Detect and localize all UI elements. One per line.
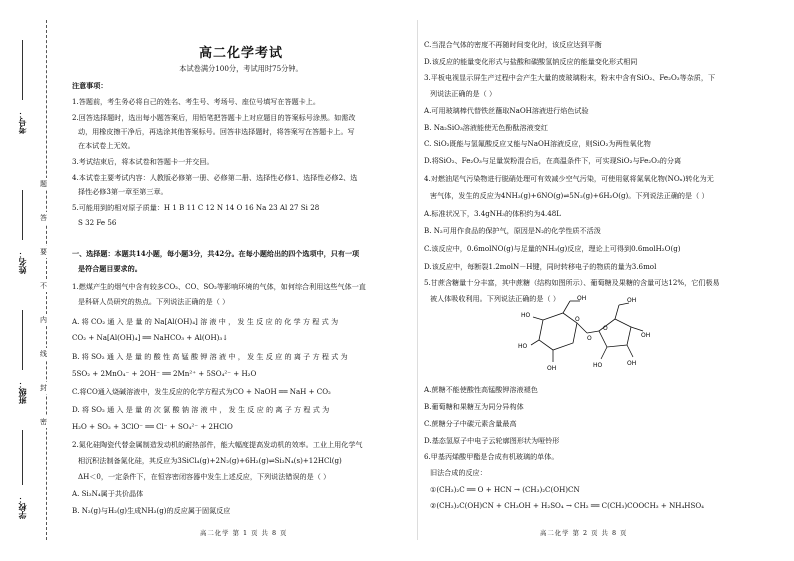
- option-line: D.基态氢原子中电子云轮廓图形状为哑铃形: [424, 436, 560, 445]
- option-line: C.将CO通入烧碱溶液中，发生反应的化学方程式为CO + NaOH ══ NaH + CO₂: [72, 387, 331, 396]
- exam-number-line: [22, 40, 23, 100]
- seal-char: 密: [40, 418, 47, 426]
- mol-label: OH: [641, 332, 651, 339]
- equation-line: ①(CH₃)₂C ══ O + HCN → (CH₃)₂C(OH)CN: [430, 485, 580, 494]
- seal-char: 线: [40, 350, 47, 358]
- notes-heading: 注意事项：: [72, 81, 108, 90]
- name-field: 姓名：: [17, 250, 27, 274]
- seal-char: 内: [40, 316, 47, 324]
- option-line: D. 将 SO₂ 通 入 是 量 的 次 氯 酸 钠 溶 液 中 ， 发 生 反 应 的 离 子 方 程 式 为: [72, 405, 330, 414]
- school-field: 学校：: [17, 495, 27, 519]
- binding-strip: [0, 0, 58, 561]
- page-footer-left: 高二化学 第 1 页 共 8 页: [200, 529, 288, 537]
- mol-label: OH: [627, 360, 637, 367]
- option-line: A.可用玻璃棒代替铁丝蘸取NaOH溶液进行焰色试验: [424, 106, 589, 115]
- option-line: D.该反应的能量变化形式与盐酸和碳酸氢钠反应的能量变化形式相同: [424, 57, 638, 66]
- question-line: 6.甲基丙烯酸甲酯是合成有机玻璃的单体。: [424, 452, 559, 461]
- question-line: 是科研人员研究的热点。下列说法正确的是（ ）: [78, 297, 230, 306]
- question-line: 被人体吸收利用。下列说法正确的是（ ）: [430, 294, 560, 303]
- school-line: [22, 430, 23, 485]
- question-line: 旧法合成的反应：: [430, 468, 487, 477]
- question-line: 相沉积法制备氮化硅，其反应为3SiCl₄(g)+2N₂(g)+6H₂(g)⇌Si₃N₄(s)+12HCl(g): [78, 456, 342, 465]
- equation-line: 5SO₂ + 2MnO₄⁻ + 2OH⁻ ══ 2Mn²⁺ + 5SO₄²⁻ + H₂O: [72, 369, 257, 378]
- exam-number-field: 考号：: [17, 110, 27, 134]
- section-heading: 是符合题目要求的。: [78, 264, 142, 273]
- mol-label: HO: [593, 362, 603, 369]
- mol-label: OH: [577, 295, 587, 302]
- seal-char: 题: [40, 180, 47, 188]
- exam-title: 高二化学考试: [198, 46, 283, 61]
- equation-line: CO₂ + Na[Al(OH)₄] ══ NaHCO₃ + Al(OH)₃↓: [72, 333, 229, 342]
- option-line: C.蔗糖分子中碳元素含量最高: [424, 419, 517, 428]
- note-line: 4.本试卷主要考试内容：人教版必修第一册、必修第二册、选择性必修1、选择性必修2、选: [72, 173, 358, 182]
- option-line: C.当混合气体的密度不再随时间变化时，该反应达到平衡: [424, 40, 602, 49]
- option-line: A.标准状况下，3.4gNH₃的体积约为4.48L: [424, 209, 561, 218]
- option-line: B. Na₂SiO₃溶液能使无色酚酞溶液变红: [424, 123, 548, 132]
- question-line: 列说法正确的是（ ）: [430, 89, 497, 98]
- mol-label: O: [603, 325, 608, 332]
- option-line: A. Si₃N₄属于共价晶体: [72, 489, 144, 498]
- name-line: [22, 190, 23, 240]
- seal-char: 要: [40, 248, 47, 256]
- equation-line: H₂O + SO₂ + 3ClO⁻ ══ Cl⁻ + SO₄²⁻ + 2HClO: [72, 422, 233, 431]
- option-line: B. N₂可用作食品的保护气，原因是N₂的化学性质不活泼: [424, 226, 601, 235]
- section-heading: 一、选择题：本题共14小题，每小题3分，共42分。在每小题给出的四个选项中，只有一项: [72, 249, 360, 258]
- option-line: B. 将 SO₂ 通 入 是 量 的 酸 性 高 锰 酸 钾 溶 液 中 ， 发 生 反 应 的 离 子 方 程 式 为: [72, 352, 348, 361]
- mol-label: O: [587, 335, 592, 342]
- mol-label: O: [575, 316, 580, 323]
- page-footer-right: 高二化学 第 2 页 共 8 页: [540, 529, 628, 537]
- option-line: A.蔗糖不能使酸性高锰酸钾溶液褪色: [424, 385, 538, 394]
- note-line: 2.回答选择题时，选出每小题答案后，用铅笔把答题卡上对应题目的答案标号涂黑。如需改: [72, 113, 356, 122]
- question-line: 5.甘蔗含糖量十分丰富，其中蔗糖（结构如图所示）、葡萄糖及果糖的含量可达12%，它们极易: [424, 278, 720, 287]
- mol-label: HO: [521, 312, 531, 319]
- question-line: ΔH＜0，一定条件下，在恒容密闭容器中发生上述反应，下列说法错误的是（ ）: [78, 472, 331, 481]
- seal-char: 答: [40, 214, 47, 222]
- note-line: 3.考试结束后，将本试卷和答题卡一并交回。: [72, 157, 214, 166]
- exam-subtitle: 本试卷满分100分，考试用时75分钟。: [179, 64, 303, 73]
- option-line: A. 将 CO₂ 通 入 是 量 的 Na[Al(OH)₄] 溶 液 中 ， 发 生 反 应 的 化 学 方 程 式 为: [72, 317, 339, 326]
- mol-label: HO: [518, 343, 528, 350]
- seal-char: 不: [40, 282, 47, 290]
- note-line: 在本试卷上无效。: [78, 141, 135, 150]
- question-line: 2.氮化硅陶瓷代替金属制造发动机的耐热部件，能大幅度提高发动机的效率。工业上用化学气: [72, 440, 363, 449]
- mol-label: OH: [547, 365, 557, 372]
- note-line: 5.可能用到的相对原子质量：H 1 B 11 C 12 N 14 O 16 Na 23 Al 27 Si 28: [72, 203, 320, 212]
- question-line: 1.燃煤产生的烟气中含有较多CO₂、CO、SO₂等影响环境的气体，如何综合利用这些气体一直: [72, 282, 366, 291]
- question-line: 3.平板电视显示屏生产过程中会产生大量的废玻璃粉末，粉末中含有SiO₂、Fe₂O₃等杂质，下: [424, 73, 716, 82]
- option-line: C. SiO₂既能与氢氟酸反应又能与NaOH溶液反应，则SiO₂为两性氧化物: [424, 139, 651, 148]
- option-line: B.葡萄糖和果糖互为同分异构体: [424, 402, 524, 411]
- sucrose-structure-diagram: [515, 295, 655, 380]
- column-separator: [417, 20, 418, 540]
- option-line: D.将SiO₂、Fe₂O₃与足量炭粉混合后，在高温条件下，可实现SiO₂与Fe₂O₃的分离: [424, 156, 682, 165]
- mol-label: OH: [627, 297, 637, 304]
- option-line: C.该反应中，0.6molNO(g)与足量的NH₃(g)反应，理论上可得到0.6molH₂O(g): [424, 244, 681, 253]
- note-line: 1.答题前，考生务必将自己的姓名、考生号、考场号、座位号填写在答题卡上。: [72, 97, 320, 106]
- class-line: [22, 310, 23, 370]
- question-line: 4.对燃油尾气污染物进行脱硝处理可有效减少空气污染，可使用氨将氮氧化物(NOₓ)转化为无: [424, 174, 714, 183]
- question-line: 害气体，发生的反应为4NH₃(g)+6NO(g)⇌5N₂(g)+6H₂O(g)。下列说法正确的是（ ）: [430, 191, 709, 200]
- note-line: 择性必修3第一章至第三章。: [78, 187, 168, 196]
- equation-line: ②(CH₃)₂C(OH)CN + CH₃OH + H₂SO₄ → CH₂ ══ C(CH₃)COOCH₃ + NH₄HSO₄: [430, 501, 705, 510]
- note-line: S 32 Fe 56: [78, 218, 117, 227]
- note-line: 动，用橡皮擦干净后，再选涂其他答案标号。回答非选择题时，将答案写在答题卡上。写: [78, 127, 355, 136]
- class-field: 班级：: [17, 380, 27, 404]
- option-line: B. N₂(g)与H₂(g)生成NH₃(g)的反应属于固氮反应: [72, 506, 231, 515]
- option-line: D.该反应中，每断裂1.2molN－H键，同时转移电子的物质的量为3.6mol: [424, 262, 657, 271]
- seal-char: 封: [40, 384, 47, 392]
